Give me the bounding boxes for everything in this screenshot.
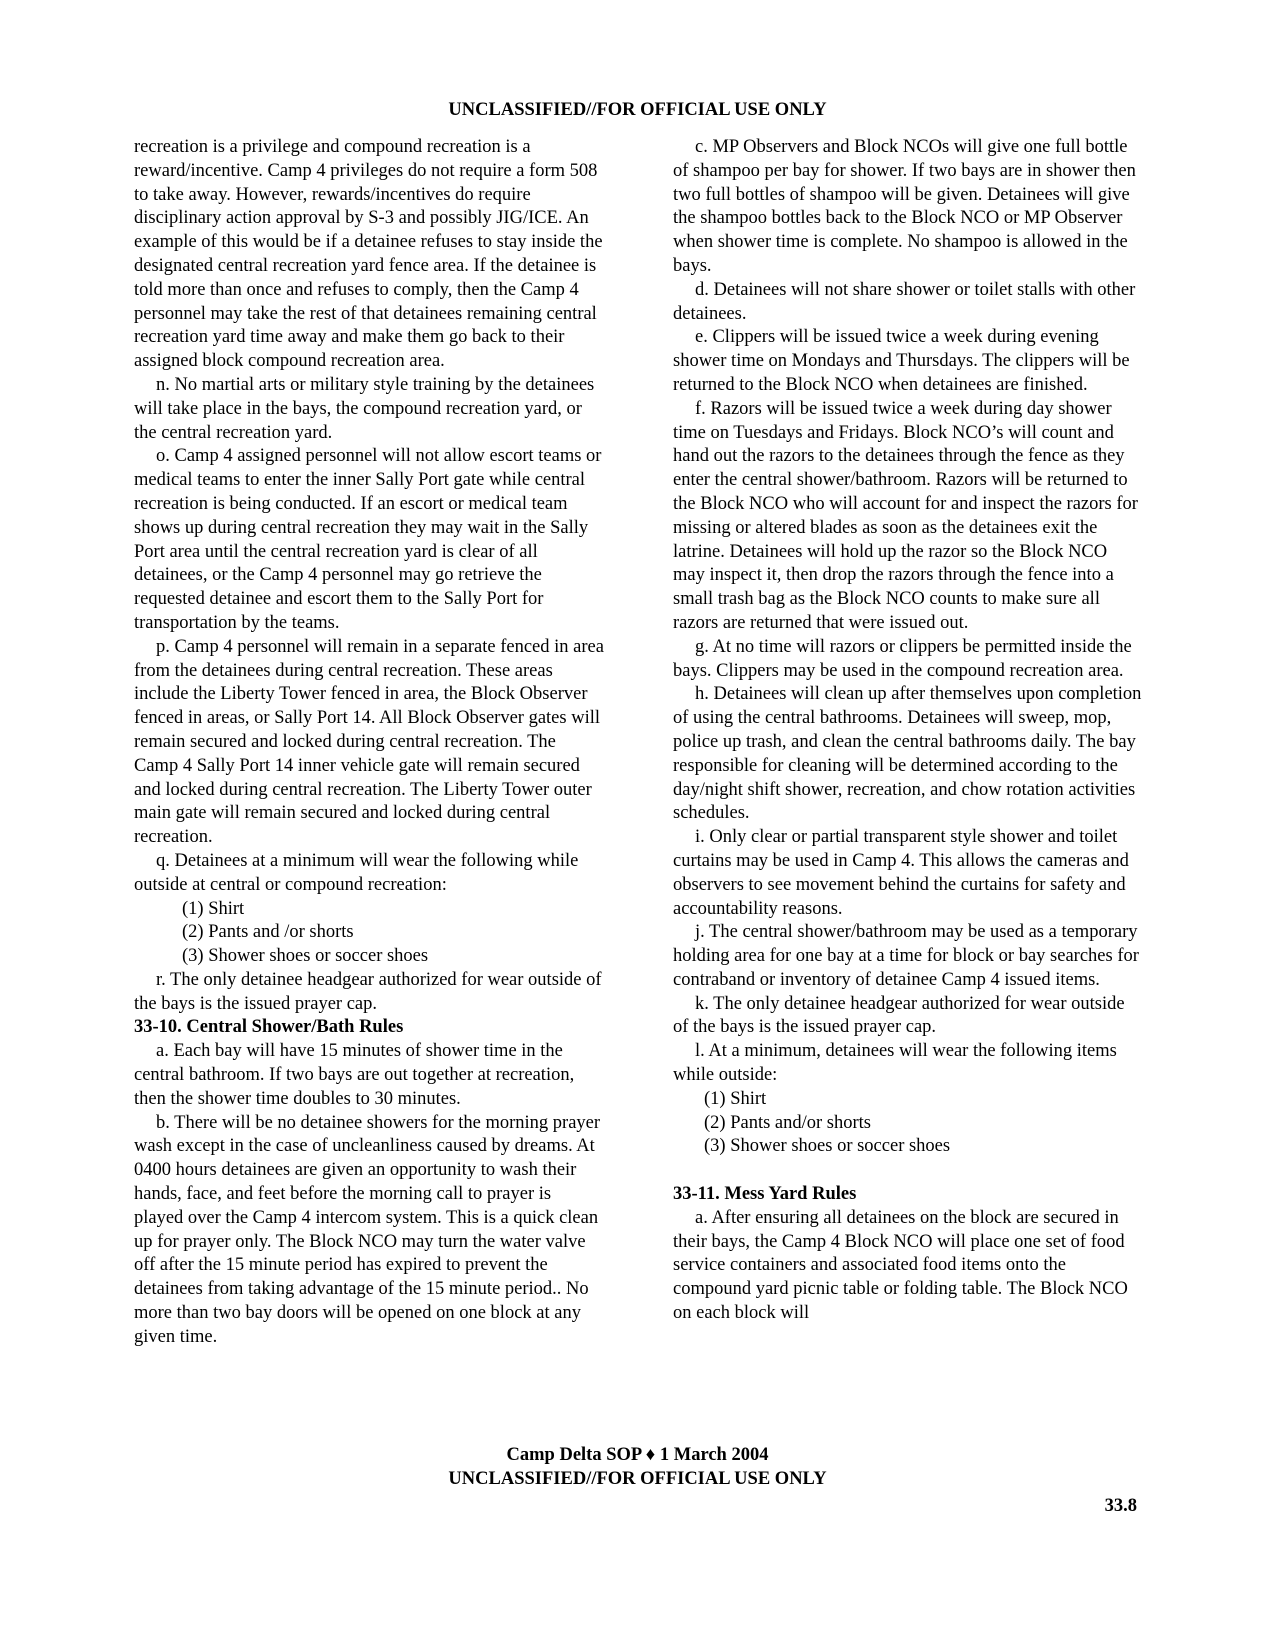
paragraph: a. After ensuring all detainees on the block are secured in their bays, the Camp 4 Block NCO will place one set of food service containers and associated food items onto the compound yard picnic table or folding table. The Block NCO on each block will bbox=[673, 1207, 1128, 1324]
paragraph: q. Detainees at a minimum will wear the following while outside at central or compound recreation: bbox=[134, 850, 579, 895]
header-classification: UNCLASSIFIED//FOR OFFICIAL USE ONLY bbox=[448, 100, 827, 120]
paragraph: f. Razors will be issued twice a week during day shower time on Tuesdays and Fridays. Block NCO’s will count and hand out the razors to the detainees through the fence as they enter the central shower/bathroom. Razors will be returned to the Block NCO who will account for and inspect the razors for missing or altered blades as soon as the detainees exit the latrine. Detainees will hold up the razor so the Block NCO may inspect it, then drop the razors through the fence into a small trash bag as the Block NCO counts to make sure all razors are returned that were issued out. bbox=[673, 398, 1138, 633]
paragraph: k. The only detainee headgear authorized for wear outside of the bays is the issued prayer cap. bbox=[673, 993, 1125, 1038]
paragraph: b. There will be no detainee showers for the morning prayer wash except in the case of uncleanliness caused by dreams. At 0400 hours detainees are given an opportunity to wash their hands, face, and feet before the morning call to prayer is played over the Camp 4 intercom system. This is a quick clean up for prayer only. The Block NCO may turn the water valve off after the 15 minute period has expired to prevent the detainees from taking advantage of the 15 minute period.. No more than two bay doors will be opened on one block at any given time. bbox=[134, 1112, 601, 1347]
paragraph: recreation is a privilege and compound recreation is a reward/incentive. Camp 4 privileges do not require a form 508 to take away. However, rewards/incentives do require disciplinary action approval by S-3 and possibly JIG/ICE. An example of this would be if a detainee refuses to stay inside the designated central recreation yard fence area. If the detainee is told more than once and refuses to comply, then the Camp 4 personnel may take the rest of that detainees remaining central recreation yard time away and make them go back to their assigned block compound recreation area. bbox=[134, 137, 603, 372]
paragraph: i. Only clear or partial transparent style shower and toilet curtains may be used in Camp 4. This allows the cameras and observers to see movement behind the curtains for safety and accountability reasons. bbox=[673, 827, 1129, 919]
paragraph: r. The only detainee headgear authorized for wear outside of the bays is the issued prayer cap. bbox=[134, 969, 602, 1014]
paragraph: h. Detainees will clean up after themselves upon completion of using the central bathrooms. Detainees will sweep, mop, police up trash, and clean the central bathrooms daily. The bay responsible for cleaning will be determined according to the day/night shift shower, recreation, and chow rotation activities schedules. bbox=[673, 684, 1142, 824]
spacer bbox=[673, 1159, 1143, 1183]
paragraph: (2) Pants and/or shorts bbox=[704, 1112, 871, 1133]
paragraph: n. No martial arts or military style training by the detainees will take place in the bays, the compound recreation yard, or the central recreation yard. bbox=[134, 374, 595, 443]
paragraph: d. Detainees will not share shower or toilet stalls with other detainees. bbox=[673, 279, 1136, 324]
paragraph: l. At a minimum, detainees will wear the following items while outside: bbox=[673, 1041, 1117, 1086]
paragraph: g. At no time will razors or clippers be permitted inside the bays. Clippers may be used in the compound recreation area. bbox=[673, 636, 1132, 681]
paragraph: a. Each bay will have 15 minutes of shower time in the central bathroom. If two bays are out together at recreation, then the shower time doubles to 30 minutes. bbox=[134, 1041, 575, 1109]
footer bbox=[0, 1443, 1275, 1491]
paragraph: (1) Shirt bbox=[704, 1088, 767, 1109]
paragraph: c. MP Observers and Block NCOs will give one full bottle of shampoo per bay for shower. If two bays are in shower then two full bottles of shampoo will be given. Detainees will give the shampoo bottles back to the Block NCO or MP Observer when shower time is complete. No shampoo is allowed in the bays. bbox=[673, 137, 1136, 276]
paragraph: (2) Pants and /or shorts bbox=[182, 922, 354, 943]
paragraph: e. Clippers will be issued twice a week during evening shower time on Mondays and Thursdays. The clippers will be returned to the Block NCO when detainees are finished. bbox=[673, 327, 1130, 395]
left-column bbox=[134, 136, 604, 1350]
footer-classification: UNCLASSIFIED//FOR OFFICIAL USE ONLY bbox=[448, 1469, 827, 1489]
paragraph: o. Camp 4 assigned personnel will not allow escort teams or medical teams to enter the inner Sally Port gate while central recreation is being conducted. If an escort or medical team shows up during central recreation they may wait in the Sally Port area until the central recreation yard is clear of all detainees, or the Camp 4 personnel may go retrieve the requested detainee and escort them to the Sally Port for transportation by the teams. bbox=[134, 446, 602, 633]
paragraph: (3) Shower shoes or soccer shoes bbox=[182, 946, 429, 967]
footer-document-line: Camp Delta SOP ♦ 1 March 2004 bbox=[506, 1445, 769, 1465]
right-column bbox=[673, 136, 1143, 1326]
paragraph: p. Camp 4 personnel will remain in a separate fenced in area from the detainees during central recreation. These areas include the Liberty Tower fenced in area, the Block Observer fenced in areas, or Sally Port 14. All Block Observer gates will remain secured and locked during central recreation. The Camp 4 Sally Port 14 inner vehicle gate will remain secured and locked during central recreation. The Liberty Tower outer main gate will remain secured and locked during central recreation. bbox=[134, 636, 604, 848]
paragraph: (1) Shirt bbox=[182, 898, 245, 919]
paragraph: j. The central shower/bathroom may be used as a temporary holding area for one bay at a time for block or bay searches for contraband or inventory of detainee Camp 4 issued items. bbox=[673, 922, 1139, 990]
paragraph: (3) Shower shoes or soccer shoes bbox=[704, 1136, 951, 1157]
section-heading: 33-10. Central Shower/Bath Rules bbox=[134, 1017, 404, 1038]
page-number: 33.8 bbox=[1104, 1496, 1137, 1516]
section-heading: 33-11. Mess Yard Rules bbox=[673, 1184, 857, 1205]
